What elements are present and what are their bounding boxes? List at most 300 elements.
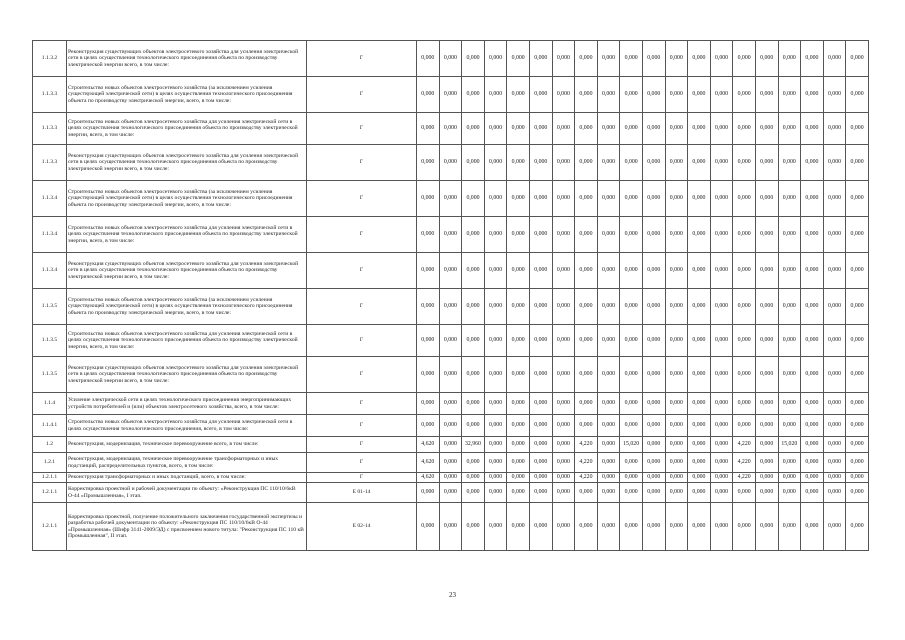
row-name-cell: Реконструкция существующих объектов электросетевого хозяйства для усиления электрической сети в целях осуществления технологического присоединения объекта по производству электрической энергии всего, в том числе: (67, 41, 307, 77)
value-cell: 0,000 (484, 393, 507, 415)
value-cell: 0,000 (575, 503, 598, 551)
value-cell: 0,000 (484, 181, 507, 217)
value-cell: 0,000 (597, 415, 620, 437)
value-cell: 0,000 (462, 453, 485, 473)
value-cell: 0,000 (439, 77, 462, 113)
value-cell: 0,000 (462, 325, 485, 357)
value-cell: 0,000 (665, 41, 688, 77)
row-id-cell: Г (307, 325, 417, 357)
value-cell: 0,000 (529, 77, 552, 113)
value-cell: 0,000 (462, 217, 485, 253)
value-cell: 0,000 (642, 437, 665, 453)
value-cell: 0,000 (620, 41, 643, 77)
value-cell: 0,000 (507, 181, 530, 217)
value-cell: 0,000 (507, 289, 530, 325)
value-cell: 0,000 (688, 145, 711, 181)
value-cell: 0,000 (801, 453, 824, 473)
value-cell: 0,000 (439, 289, 462, 325)
value-cell: 0,000 (529, 289, 552, 325)
value-cell: 0,000 (575, 253, 598, 289)
value-cell: 0,000 (597, 325, 620, 357)
value-cell: 0,000 (620, 453, 643, 473)
row-name-cell: Строительство новых объектов электросетевого хозяйства для усиления электрической сети в целях осуществления технологического присоединения, всего, в том числе: (67, 415, 307, 437)
value-cell: 0,000 (688, 415, 711, 437)
value-cell: 0,000 (778, 289, 801, 325)
row-id-cell: Г (307, 473, 417, 483)
value-cell: 0,000 (552, 145, 575, 181)
value-cell: 4,220 (733, 437, 756, 453)
value-cell: 0,000 (507, 253, 530, 289)
value-cell: 0,000 (552, 415, 575, 437)
value-cell: 0,000 (529, 217, 552, 253)
value-cell: 0,000 (688, 473, 711, 483)
value-cell: 0,000 (801, 393, 824, 415)
value-cell: 0,000 (417, 217, 440, 253)
row-code-cell: 1.2.1.1 (33, 483, 67, 503)
row-code-cell: 1.2.1.1 (33, 503, 67, 551)
value-cell: 0,000 (710, 113, 733, 145)
page-number: 23 (449, 591, 456, 599)
table-row (33, 77, 869, 113)
value-cell: 0,000 (642, 253, 665, 289)
row-id-cell: Е 02-14 (307, 503, 417, 551)
value-cell: 0,000 (597, 483, 620, 503)
value-cell: 0,000 (846, 253, 869, 289)
row-id-cell: Г (307, 113, 417, 145)
value-cell: 0,000 (710, 415, 733, 437)
value-cell: 0,000 (642, 325, 665, 357)
value-cell: 0,000 (597, 181, 620, 217)
value-cell: 0,000 (439, 483, 462, 503)
value-cell: 0,000 (823, 483, 846, 503)
value-cell: 0,000 (733, 503, 756, 551)
value-cell: 0,000 (846, 289, 869, 325)
row-name-cell: Реконструкция трансформаторных и иных подстанций, всего, в том числе: (67, 473, 307, 483)
value-cell: 0,000 (733, 253, 756, 289)
table-row (33, 325, 869, 357)
value-cell: 0,000 (801, 503, 824, 551)
value-cell: 0,000 (710, 453, 733, 473)
value-cell: 0,000 (484, 289, 507, 325)
value-cell: 0,000 (755, 415, 778, 437)
value-cell: 0,000 (575, 181, 598, 217)
value-cell: 0,000 (417, 289, 440, 325)
value-cell: 0,000 (710, 217, 733, 253)
value-cell: 0,000 (846, 77, 869, 113)
value-cell: 0,000 (417, 393, 440, 415)
row-name-cell: Корректировка проектной, получение положительного заключения государственной экспертизы и разработка рабочей документации по объекту: «Реконструкция ПС 110/10/6кВ О-44 «Промышленная» (Шифр 3141-2009/ЭД) с присвоением нового титула: "Реконструкция ПС 110 кВ Промышленная", II этап. (67, 503, 307, 551)
value-cell: 0,000 (778, 473, 801, 483)
value-cell: 0,000 (801, 217, 824, 253)
value-cell: 0,000 (462, 503, 485, 551)
value-cell: 0,000 (688, 289, 711, 325)
value-cell: 0,000 (733, 357, 756, 393)
value-cell: 0,000 (801, 145, 824, 181)
value-cell: 0,000 (597, 113, 620, 145)
value-cell: 0,000 (755, 483, 778, 503)
value-cell: 0,000 (439, 437, 462, 453)
value-cell: 0,000 (620, 253, 643, 289)
row-code-cell: 1.1.3.5 (33, 289, 67, 325)
table-row (33, 217, 869, 253)
row-code-cell: 1.1.3.3 (33, 113, 67, 145)
value-cell: 0,000 (642, 181, 665, 217)
value-cell: 0,000 (620, 77, 643, 113)
row-name-cell: Строительство новых объектов электросетевого хозяйства (за исключением усиления существующей электрической сети) в целях осуществления технологического присоединения объекта по производству электрической энергии, всего, в том числе: (67, 181, 307, 217)
value-cell: 0,000 (484, 253, 507, 289)
value-cell: 0,000 (439, 217, 462, 253)
value-cell: 0,000 (688, 77, 711, 113)
value-cell: 0,000 (733, 41, 756, 77)
value-cell: 0,000 (846, 415, 869, 437)
value-cell: 0,000 (620, 289, 643, 325)
value-cell: 0,000 (755, 437, 778, 453)
table-row (33, 41, 869, 77)
value-cell: 0,000 (846, 41, 869, 77)
value-cell: 0,000 (552, 77, 575, 113)
value-cell: 0,000 (575, 483, 598, 503)
row-id-cell: Г (307, 289, 417, 325)
value-cell: 0,000 (823, 113, 846, 145)
table-row (33, 483, 869, 503)
row-name-cell: Строительство новых объектов электросетевого хозяйства для усиления электрической сети в целях осуществления технологического присоединения объекта по производству электрической энергии, всего, в том числе: (67, 325, 307, 357)
value-cell: 0,000 (778, 113, 801, 145)
value-cell: 0,000 (575, 357, 598, 393)
value-cell: 0,000 (507, 415, 530, 437)
value-cell: 0,000 (733, 77, 756, 113)
table-row (33, 503, 869, 551)
row-name-cell: Усиление электрической сети в целях технологического присоединения энергопринимающих устройств потребителей и (или) объектов электросетевого хозяйства, всего, в том числе: (67, 393, 307, 415)
row-id-cell: Г (307, 217, 417, 253)
value-cell: 0,000 (823, 145, 846, 181)
value-cell: 0,000 (552, 503, 575, 551)
value-cell: 0,000 (462, 253, 485, 289)
value-cell: 0,000 (665, 453, 688, 473)
value-cell: 0,000 (823, 503, 846, 551)
value-cell: 0,000 (575, 415, 598, 437)
row-name-cell: Реконструкция, модернизация, техническое перевооружение трансформаторных и иных подстанций, распределительных пунктов, всего, в том числе: (67, 453, 307, 473)
value-cell: 0,000 (620, 503, 643, 551)
value-cell: 0,000 (484, 473, 507, 483)
value-cell: 0,000 (846, 503, 869, 551)
value-cell: 0,000 (778, 77, 801, 113)
value-cell: 0,000 (823, 473, 846, 483)
value-cell: 0,000 (529, 483, 552, 503)
value-cell: 0,000 (462, 289, 485, 325)
value-cell: 0,000 (507, 483, 530, 503)
value-cell: 0,000 (597, 41, 620, 77)
value-cell: 0,000 (484, 415, 507, 437)
value-cell: 0,000 (665, 181, 688, 217)
value-cell: 0,000 (733, 113, 756, 145)
row-id-cell: Г (307, 253, 417, 289)
value-cell: 0,000 (439, 41, 462, 77)
value-cell: 0,000 (801, 357, 824, 393)
value-cell: 0,000 (439, 113, 462, 145)
value-cell: 0,000 (484, 77, 507, 113)
value-cell: 0,000 (846, 453, 869, 473)
value-cell: 0,000 (552, 181, 575, 217)
value-cell: 0,000 (462, 145, 485, 181)
value-cell: 0,000 (462, 415, 485, 437)
value-cell: 4,220 (575, 473, 598, 483)
row-code-cell: 1.1.4 (33, 393, 67, 415)
value-cell: 0,000 (552, 473, 575, 483)
value-cell: 0,000 (823, 453, 846, 473)
value-cell: 0,000 (642, 289, 665, 325)
value-cell: 0,000 (642, 503, 665, 551)
value-cell: 0,000 (484, 145, 507, 181)
value-cell: 0,000 (575, 41, 598, 77)
value-cell: 0,000 (755, 113, 778, 145)
value-cell: 0,000 (597, 503, 620, 551)
value-cell: 0,000 (529, 181, 552, 217)
value-cell: 0,000 (462, 473, 485, 483)
value-cell: 0,000 (846, 473, 869, 483)
table-row (33, 415, 869, 437)
row-code-cell: 1.2 (33, 437, 67, 453)
value-cell: 0,000 (642, 145, 665, 181)
value-cell: 0,000 (529, 357, 552, 393)
value-cell: 0,000 (597, 253, 620, 289)
value-cell: 0,000 (529, 503, 552, 551)
value-cell: 0,000 (642, 473, 665, 483)
value-cell: 0,000 (529, 253, 552, 289)
value-cell: 0,000 (620, 145, 643, 181)
value-cell: 32,960 (462, 437, 485, 453)
value-cell: 0,000 (552, 453, 575, 473)
value-cell: 0,000 (801, 289, 824, 325)
value-cell: 0,000 (507, 113, 530, 145)
value-cell: 0,000 (778, 503, 801, 551)
row-code-cell: 1.1.3.2 (33, 41, 67, 77)
value-cell: 0,000 (688, 453, 711, 473)
value-cell: 0,000 (846, 357, 869, 393)
value-cell: 0,000 (688, 41, 711, 77)
value-cell: 0,000 (755, 145, 778, 181)
value-cell: 0,000 (575, 289, 598, 325)
value-cell: 0,000 (801, 181, 824, 217)
value-cell: 0,000 (778, 145, 801, 181)
value-cell: 0,000 (665, 503, 688, 551)
value-cell: 0,000 (439, 181, 462, 217)
value-cell: 0,000 (439, 393, 462, 415)
value-cell: 0,000 (552, 217, 575, 253)
value-cell: 0,000 (552, 357, 575, 393)
value-cell: 0,000 (733, 483, 756, 503)
value-cell: 0,000 (484, 217, 507, 253)
row-name-cell: Реконструкция существующих объектов электросетевого хозяйства для усиления электрической сети в целях осуществления технологического присоединения объекта по производству электрической энергии всего, в том числе: (67, 357, 307, 393)
value-cell: 0,000 (688, 113, 711, 145)
value-cell: 0,000 (846, 217, 869, 253)
value-cell: 0,000 (710, 253, 733, 289)
value-cell: 0,000 (507, 503, 530, 551)
value-cell: 0,000 (710, 483, 733, 503)
row-name-cell: Строительство новых объектов электросетевого хозяйства для усиления электрической сети в целях осуществления технологического присоединения объекта по производству электрической энергии, всего, в том числе: (67, 217, 307, 253)
value-cell: 0,000 (462, 77, 485, 113)
value-cell: 0,000 (665, 217, 688, 253)
row-id-cell: Г (307, 357, 417, 393)
value-cell: 0,000 (597, 437, 620, 453)
value-cell: 0,000 (507, 325, 530, 357)
value-cell: 0,000 (529, 415, 552, 437)
value-cell: 0,000 (507, 473, 530, 483)
value-cell: 0,000 (846, 483, 869, 503)
value-cell: 0,000 (597, 473, 620, 483)
value-cell: 0,000 (801, 253, 824, 289)
value-cell: 0,000 (507, 217, 530, 253)
value-cell: 0,000 (597, 289, 620, 325)
value-cell: 0,000 (597, 145, 620, 181)
value-cell: 0,000 (755, 217, 778, 253)
row-id-cell: Г (307, 415, 417, 437)
value-cell: 0,000 (801, 415, 824, 437)
value-cell: 0,000 (484, 325, 507, 357)
value-cell: 0,000 (823, 253, 846, 289)
table-row (33, 393, 869, 415)
value-cell: 0,000 (484, 357, 507, 393)
value-cell: 0,000 (529, 145, 552, 181)
value-cell: 0,000 (688, 181, 711, 217)
value-cell: 0,000 (755, 77, 778, 113)
table-row (33, 437, 869, 453)
value-cell: 0,000 (642, 77, 665, 113)
value-cell: 0,000 (755, 325, 778, 357)
value-cell: 15,020 (620, 437, 643, 453)
value-cell: 0,000 (801, 77, 824, 113)
row-id-cell: Г (307, 145, 417, 181)
value-cell: 0,000 (597, 453, 620, 473)
row-id-cell: Г (307, 453, 417, 473)
value-cell: 0,000 (529, 325, 552, 357)
value-cell: 0,000 (710, 41, 733, 77)
value-cell: 0,000 (688, 357, 711, 393)
value-cell: 0,000 (733, 181, 756, 217)
value-cell: 0,000 (417, 41, 440, 77)
value-cell: 0,000 (484, 437, 507, 453)
table-row (33, 453, 869, 473)
value-cell: 0,000 (642, 41, 665, 77)
value-cell: 0,000 (778, 415, 801, 437)
value-cell: 0,000 (417, 181, 440, 217)
value-cell: 0,000 (665, 437, 688, 453)
value-cell: 0,000 (823, 217, 846, 253)
value-cell: 0,000 (620, 113, 643, 145)
value-cell: 0,000 (507, 357, 530, 393)
value-cell: 0,000 (417, 503, 440, 551)
value-cell: 0,000 (507, 393, 530, 415)
value-cell: 0,000 (417, 357, 440, 393)
value-cell: 0,000 (552, 483, 575, 503)
value-cell: 0,000 (642, 357, 665, 393)
value-cell: 0,000 (755, 289, 778, 325)
value-cell: 0,000 (642, 453, 665, 473)
value-cell: 0,000 (575, 113, 598, 145)
value-cell: 0,000 (552, 325, 575, 357)
value-cell: 0,000 (417, 483, 440, 503)
value-cell: 0,000 (439, 473, 462, 483)
value-cell: 0,000 (462, 41, 485, 77)
value-cell: 0,000 (507, 145, 530, 181)
value-cell: 0,000 (552, 289, 575, 325)
value-cell: 0,000 (710, 325, 733, 357)
value-cell: 0,000 (575, 217, 598, 253)
value-cell: 0,000 (733, 145, 756, 181)
row-id-cell: Г (307, 77, 417, 113)
value-cell: 0,000 (484, 483, 507, 503)
value-cell: 0,000 (801, 325, 824, 357)
value-cell: 0,000 (417, 145, 440, 181)
value-cell: 0,000 (665, 253, 688, 289)
value-cell: 0,000 (484, 503, 507, 551)
value-cell: 0,000 (801, 113, 824, 145)
value-cell: 0,000 (552, 393, 575, 415)
value-cell: 0,000 (439, 357, 462, 393)
value-cell: 0,000 (417, 113, 440, 145)
row-name-cell: Реконструкция существующих объектов электросетевого хозяйства для усиления электрической сети в целях осуществления технологического присоединения объекта по производству электрической энергии всего, в том числе: (67, 145, 307, 181)
row-code-cell: 1.1.3.5 (33, 325, 67, 357)
value-cell: 0,000 (733, 393, 756, 415)
value-cell: 4,220 (575, 453, 598, 473)
value-cell: 0,000 (575, 145, 598, 181)
value-cell: 0,000 (755, 473, 778, 483)
table-row (33, 181, 869, 217)
value-cell: 0,000 (688, 437, 711, 453)
value-cell: 0,000 (484, 113, 507, 145)
value-cell: 0,000 (823, 437, 846, 453)
value-cell: 4,620 (417, 453, 440, 473)
row-code-cell: 1.1.3.3 (33, 77, 67, 113)
value-cell: 0,000 (733, 325, 756, 357)
value-cell: 0,000 (688, 217, 711, 253)
value-cell: 0,000 (620, 325, 643, 357)
value-cell: 0,000 (846, 181, 869, 217)
row-id-cell: Г (307, 393, 417, 415)
row-name-cell: Строительство новых объектов электросетевого хозяйства (за исключением усиления существующей электрической сети) в целях осуществления технологического присоединения объекта по производству электрической энергии, всего, в том числе: (67, 289, 307, 325)
value-cell: 0,000 (552, 437, 575, 453)
table-row (33, 357, 869, 393)
row-id-cell: Г (307, 41, 417, 77)
value-cell: 0,000 (597, 393, 620, 415)
value-cell: 0,000 (688, 253, 711, 289)
value-cell: 0,000 (484, 453, 507, 473)
table-row (33, 253, 869, 289)
value-cell: 0,000 (688, 503, 711, 551)
value-cell: 0,000 (642, 113, 665, 145)
value-cell: 0,000 (823, 181, 846, 217)
value-cell: 0,000 (823, 415, 846, 437)
table-body (33, 41, 869, 551)
value-cell: 0,000 (823, 325, 846, 357)
row-id-cell: Е 01-14 (307, 483, 417, 503)
value-cell: 0,000 (665, 483, 688, 503)
value-cell: 0,000 (778, 41, 801, 77)
value-cell: 0,000 (620, 415, 643, 437)
value-cell: 0,000 (439, 145, 462, 181)
value-cell: 0,000 (823, 357, 846, 393)
value-cell: 0,000 (484, 41, 507, 77)
value-cell: 4,220 (733, 453, 756, 473)
value-cell: 0,000 (439, 253, 462, 289)
value-cell: 0,000 (801, 41, 824, 77)
value-cell: 0,000 (439, 503, 462, 551)
value-cell: 0,000 (507, 453, 530, 473)
value-cell: 0,000 (529, 437, 552, 453)
value-cell: 0,000 (575, 393, 598, 415)
value-cell: 0,000 (755, 41, 778, 77)
row-id-cell: Г (307, 181, 417, 217)
row-code-cell: 1.1.3.4 (33, 217, 67, 253)
